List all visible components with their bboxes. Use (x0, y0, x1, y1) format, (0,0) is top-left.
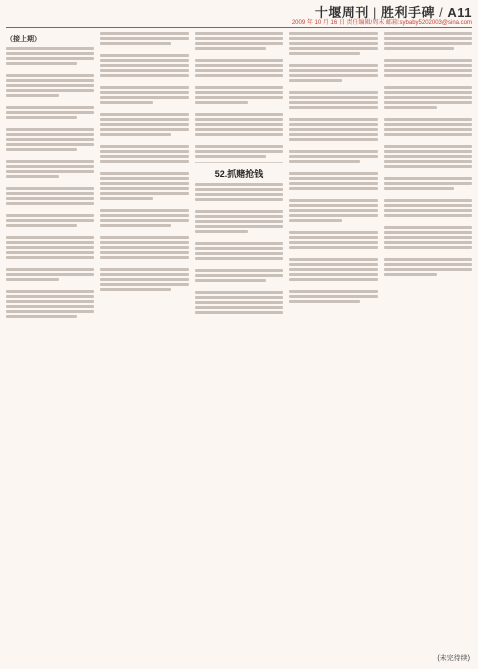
column-4 (289, 32, 377, 661)
column-head: （接上期） (6, 36, 41, 43)
column-5-lines (384, 32, 472, 276)
article-divider (195, 162, 283, 163)
column-4-lines (289, 32, 377, 303)
column-1-lines (6, 47, 94, 318)
column-3-lines-top (195, 32, 283, 158)
column-3-lines-bottom (195, 183, 283, 314)
section-name: 胜利手碑 (380, 5, 435, 20)
column-3 (195, 32, 283, 661)
masthead-title: 十堰周刊 (314, 5, 369, 20)
article-title: 52.抓赌抢钱 (214, 169, 264, 179)
column-5 (384, 32, 472, 661)
issue-line: 2009 年 10 月 16 日 责任编辑/周末 邮箱:sybaby5202003@sina.com (291, 20, 472, 26)
column-2 (100, 32, 188, 661)
column-1 (6, 32, 94, 661)
masthead (0, 0, 478, 30)
columns-container (6, 32, 472, 661)
column-2-lines (100, 32, 188, 291)
page-code: A11 (447, 5, 472, 20)
page-title: 十堰周刊 | 胜利手碑 / A11 (314, 5, 472, 20)
footer-note: (未完待续) (437, 655, 470, 662)
top-rule (6, 27, 472, 28)
